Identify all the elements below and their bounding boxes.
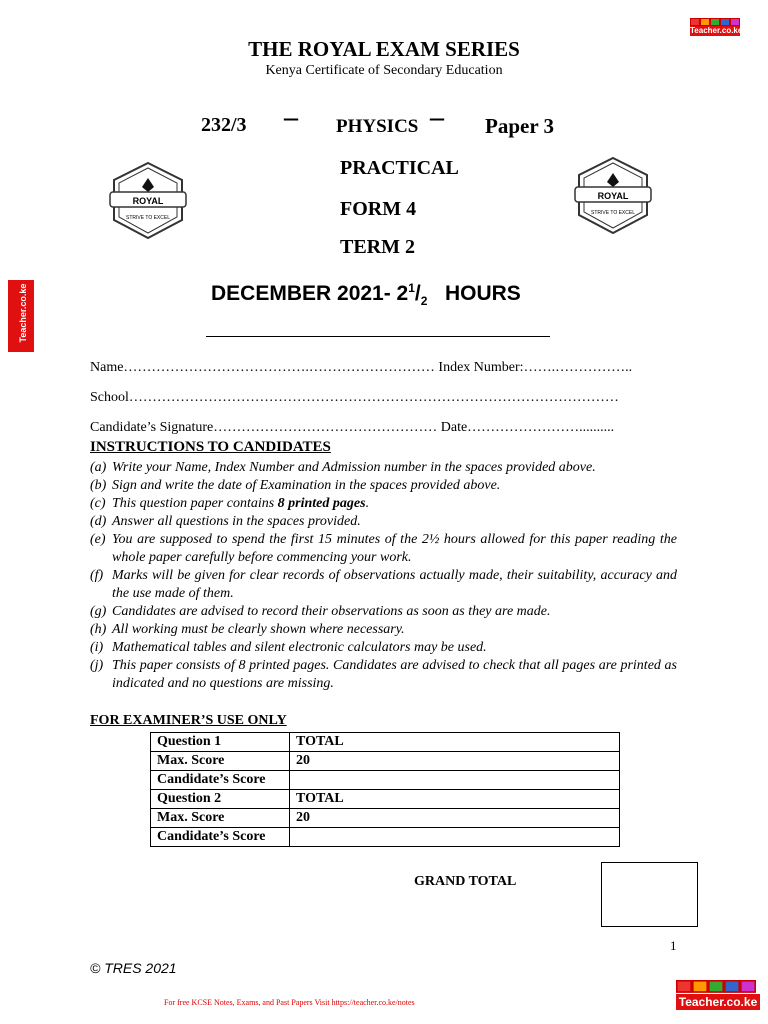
teacher-logo-side-text: Teacher.co.ke xyxy=(18,283,28,343)
dash-2: – xyxy=(430,102,444,133)
fraction-numerator: 1 xyxy=(408,281,415,295)
candidate-score-cell[interactable] xyxy=(290,771,620,790)
practical-label: PRACTICAL xyxy=(340,157,459,179)
candidate-score-cell[interactable] xyxy=(290,828,620,847)
term-label: TERM 2 xyxy=(340,236,415,258)
teacher-logo-top[interactable] xyxy=(690,18,743,36)
royal-badge-motto: STRIVE TO EXCEL xyxy=(591,210,635,216)
teacher-logo-text: Teacher.co.ke xyxy=(690,26,743,35)
signature-date-field[interactable]: Candidate’s Signature………………………………………… Date…………………….......... xyxy=(90,420,615,435)
instructions-list xyxy=(90,459,677,693)
grand-total-box[interactable] xyxy=(601,862,698,927)
instruction-item: (h) All working must be clearly shown where necessary. xyxy=(90,622,405,637)
instruction-item: (e) You are supposed to spend the first 15 minutes of the 2½ hours allowed for this paper reading the whole paper carefully before commencing your work. xyxy=(90,532,677,565)
royal-badge-motto: STRIVE TO EXCEL xyxy=(126,215,170,221)
instruction-item: (a) Write your Name, Index Number and Admission number in the spaces provided above. xyxy=(90,460,596,475)
instruction-item: (c) This question paper contains 8 printed pages. xyxy=(90,496,370,511)
instruction-item: (f) Marks will be given for clear records of observations actually made, their suitability, accuracy and the use made of them. xyxy=(90,568,677,601)
teacher-logo-side[interactable] xyxy=(8,280,34,352)
date-suffix: HOURS xyxy=(444,282,521,305)
paper-code: 232/3 xyxy=(201,114,247,136)
table-row: Max. Score 20 xyxy=(151,752,620,771)
table-row: Question 2 TOTAL xyxy=(151,790,620,809)
royal-badge-left xyxy=(108,160,188,242)
series-title: THE ROYAL EXAM SERIES xyxy=(248,37,520,61)
examiner-heading: FOR EXAMINER’S USE ONLY xyxy=(90,713,287,728)
exam-date-duration: DECEMBER 2021- $2^1/_2$ HOURS xyxy=(211,281,521,309)
subject: PHYSICS xyxy=(336,116,419,137)
grand-total-label: GRAND TOTAL xyxy=(414,874,517,889)
page-number: 1 xyxy=(670,938,677,953)
table-row: Candidate’s Score xyxy=(151,828,620,847)
form-label: FORM 4 xyxy=(340,198,417,220)
instruction-item: (j) This paper consists of 8 printed pages. Candidates are advised to check that all pages are printed as indicated and no questions are missing. xyxy=(90,658,677,691)
royal-badge-text: ROYAL xyxy=(597,191,629,201)
examiner-score-table xyxy=(150,732,620,847)
teacher-logo-text: Teacher.co.ke xyxy=(676,994,760,1010)
divider-line xyxy=(206,336,550,337)
instruction-item: (d) Answer all questions in the spaces provided. xyxy=(90,514,361,529)
school-field[interactable]: School…………………………………………………………………………………………… xyxy=(90,390,619,405)
series-subtitle: Kenya Certificate of Secondary Education xyxy=(265,63,503,78)
table-row: Candidate’s Score xyxy=(151,771,620,790)
table-row: Question 1 TOTAL xyxy=(151,733,620,752)
royal-badge-text: ROYAL xyxy=(132,196,164,206)
name-index-field[interactable]: Name………………………………….……………………… Index Number:…….…………….. xyxy=(90,360,633,375)
instruction-item: (i) Mathematical tables and silent electronic calculators may be used. xyxy=(90,640,487,655)
table-row: Max. Score 20 xyxy=(151,809,620,828)
footer-link[interactable]: For free KCSE Notes, Exams, and Past Papers Visit https://teacher.co.ke/notes xyxy=(164,998,415,1007)
instructions-heading: INSTRUCTIONS TO CANDIDATES xyxy=(90,439,331,455)
royal-badge-right xyxy=(573,155,653,237)
fraction-denominator: 2 xyxy=(420,294,428,309)
instruction-item: (g) Candidates are advised to record their observations as soon as they are made. xyxy=(90,604,551,619)
teacher-logo-bottom[interactable] xyxy=(676,980,760,1010)
paper-number: Paper 3 xyxy=(485,114,555,138)
copyright: © TRES 2021 xyxy=(90,960,177,976)
dash-1: – xyxy=(284,102,298,133)
date-prefix: DECEMBER 2021- 2 xyxy=(211,282,409,305)
instruction-item: (b) Sign and write the date of Examination in the spaces provided above. xyxy=(90,478,501,493)
